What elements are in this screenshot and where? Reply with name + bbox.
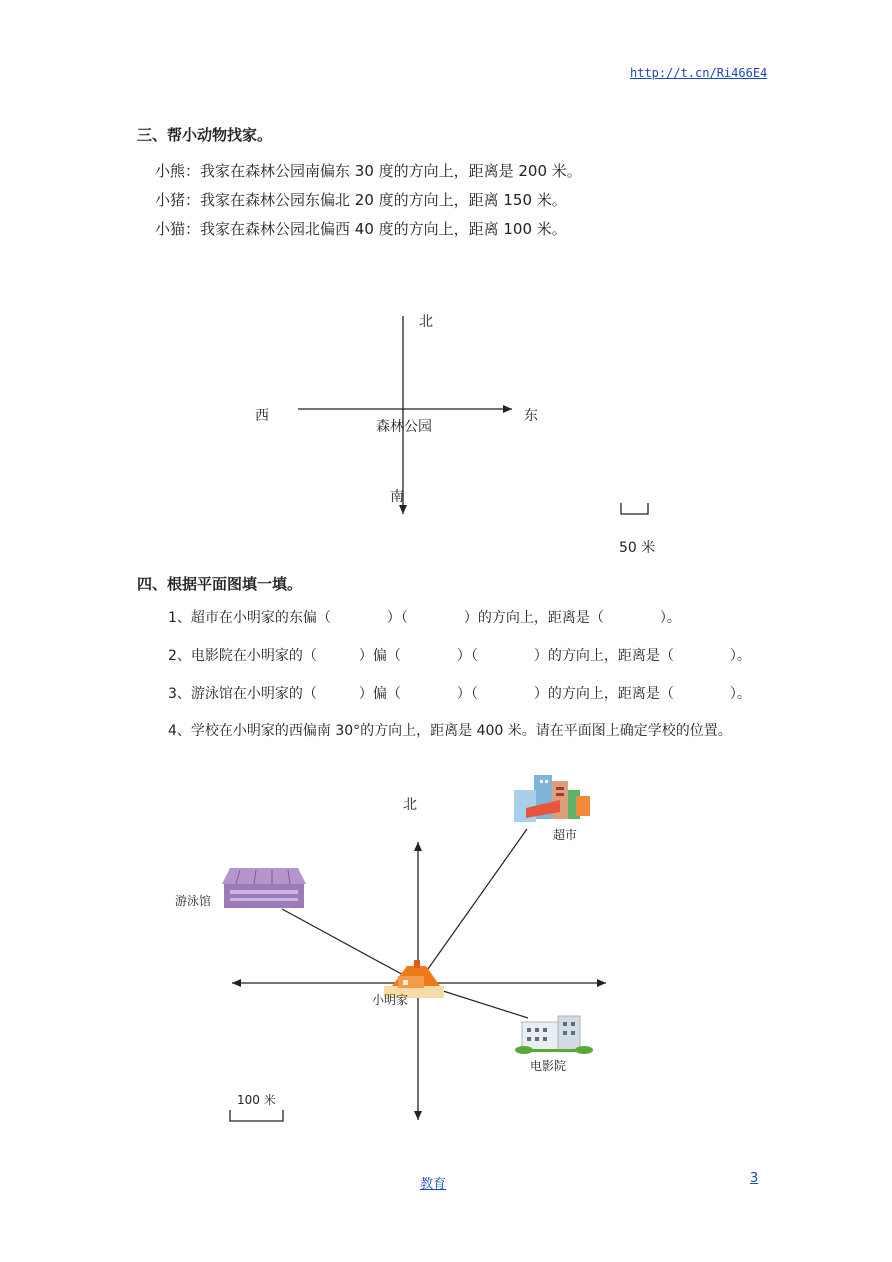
line-to-supermarket [418, 829, 527, 983]
section3-title: 三、帮小动物找家。 [137, 126, 273, 144]
supermarket-label: 超市 [553, 828, 578, 842]
question-1: 1、超市在小明家的东偏（ ）（ ）的方向上，距离是（ ）。 [168, 610, 681, 626]
section4-title: 四、根据平面图填一填。 [137, 575, 303, 593]
forest-map-west-label: 西 [255, 408, 269, 424]
cinema-building-icon [515, 1016, 593, 1054]
line-to-pool [282, 909, 418, 983]
home-map-north-label: 北 [403, 797, 417, 813]
forest-map-south-label: 南 [390, 489, 404, 505]
forest-map-north-label: 北 [419, 314, 433, 330]
footer-link[interactable]: 教育 [420, 1177, 447, 1192]
section3-line-pig: 小猪：我家在森林公园东偏北 20 度的方向上，距离 150 米。 [155, 191, 567, 209]
question-2: 2、电影院在小明家的（ ）偏（ ）（ ）的方向上，距离是（ ）。 [168, 648, 751, 664]
forest-map-east-label: 东 [524, 408, 538, 424]
forest-map-scale-bar [621, 503, 648, 514]
section3-line-bear: 小熊：我家在森林公园南偏东 30 度的方向上，距离是 200 米。 [155, 162, 582, 180]
section3-line-cat: 小猫：我家在森林公园北偏西 40 度的方向上，距离 100 米。 [155, 220, 567, 238]
home-map-scale-bar [230, 1110, 283, 1121]
home-map-scale-label: 100 米 [237, 1093, 276, 1107]
pool-label: 游泳馆 [175, 894, 212, 908]
question-4: 4、学校在小明家的西偏南 30°的方向上，距离是 400 米。请在平面图上确定学校的位置。 [168, 723, 732, 739]
page-number[interactable]: 3 [750, 1171, 759, 1186]
question-3: 3、游泳馆在小明家的（ ）偏（ ）（ ）的方向上，距离是（ ）。 [168, 686, 751, 702]
cinema-label: 电影院 [530, 1059, 567, 1073]
pool-building-icon [222, 868, 306, 908]
home-label: 小明家 [372, 993, 409, 1007]
forest-map-scale-label: 50 米 [619, 540, 656, 556]
supermarket-building-icon [514, 775, 590, 822]
header-url-link[interactable]: http://t.cn/Ri466E4 [630, 66, 768, 80]
forest-map-center-label: 森林公园 [376, 419, 432, 435]
